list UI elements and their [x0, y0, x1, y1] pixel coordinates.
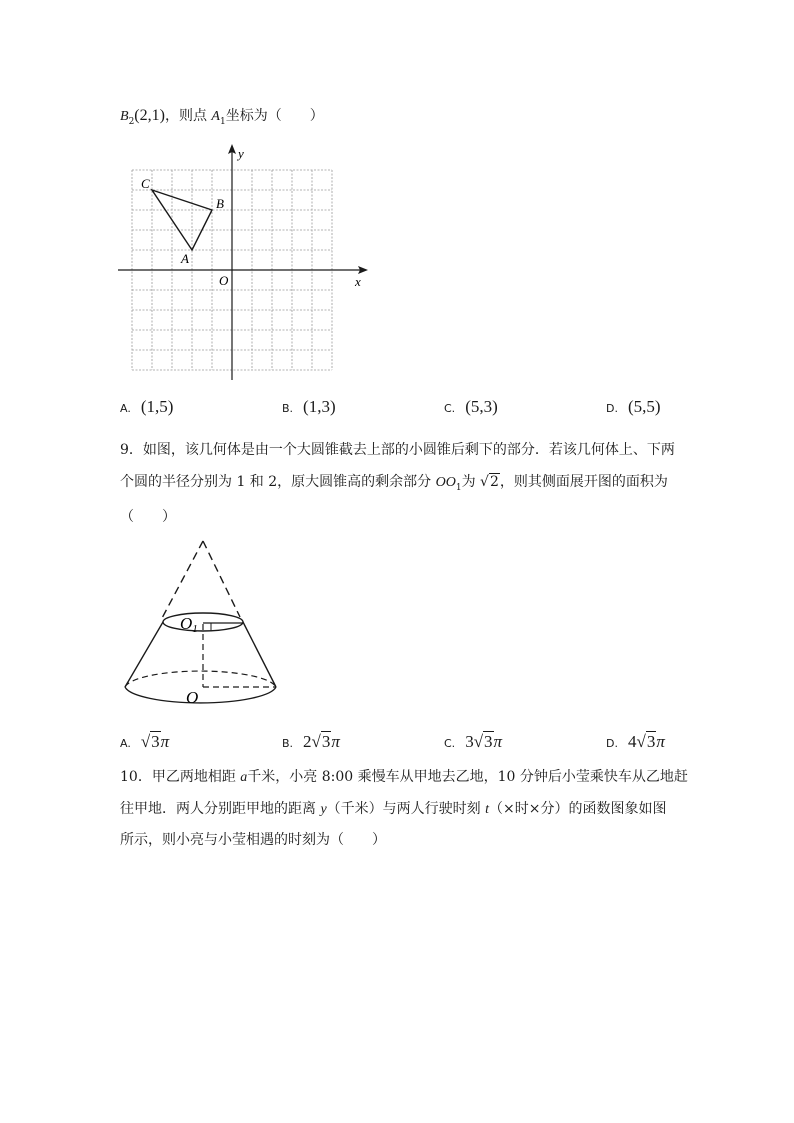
q9-line-1: 9．如图，该几何体是由一个大圆锥截去上部的小圆锥后剩下的部分．若该几何体上、下两: [120, 442, 675, 458]
q8-point-b: B: [120, 109, 129, 124]
q10-line-2: 往甲地．两人分别距甲地的距离 y（千米）与两人行驶时刻 t（×时×分）的函数图象如图: [120, 801, 667, 817]
triangle-abc: [152, 190, 212, 250]
q8-option-d[interactable]: D. (5,5): [606, 397, 661, 416]
label-a: A: [181, 251, 189, 266]
label-o: O: [219, 273, 229, 288]
q9-option-d[interactable]: D. 4√3π: [606, 732, 665, 751]
label-o1: O1: [180, 614, 198, 635]
sqrt-2: √2: [480, 474, 499, 490]
q9-line-2: 个圆的半径分别为 1 和 2，原大圆锥高的剩余部分 $OO_1$为 √2，则其侧面展开图的面积为: [120, 474, 668, 493]
q9-option-b[interactable]: B. 2√3π: [282, 732, 340, 751]
label-b: B: [216, 196, 224, 211]
label-y: y: [238, 146, 244, 161]
label-x: x: [355, 274, 361, 289]
q9-frustum-figure: [118, 535, 288, 715]
q10-line-1: 10．甲乙两地相距 a千米，小亮 8:00 乘慢车从甲地去乙地，10 分钟后小莹乘快车从乙地赶: [120, 769, 688, 785]
q8-stem: $B_2(2,1)$，则点 $A_1$坐标为（ ）: [120, 107, 324, 127]
q8-option-a[interactable]: A. (1,5): [120, 397, 174, 416]
label-c: C: [141, 176, 150, 191]
q8-option-b[interactable]: B. (1,3): [282, 397, 336, 416]
q9-option-c[interactable]: C. 3√3π: [444, 732, 503, 751]
q10-line-3: 所示，则小亮与小莹相遇的时刻为（ ）: [120, 832, 386, 848]
label-o-bottom: O: [186, 688, 199, 707]
q8-grid-figure: [112, 140, 374, 385]
q9-line-3: （ ）: [120, 509, 176, 525]
q9-option-a[interactable]: A. √3π: [120, 732, 170, 751]
q8-option-c[interactable]: C. (5,3): [444, 397, 498, 416]
q8-coord: (2,1): [134, 107, 165, 124]
